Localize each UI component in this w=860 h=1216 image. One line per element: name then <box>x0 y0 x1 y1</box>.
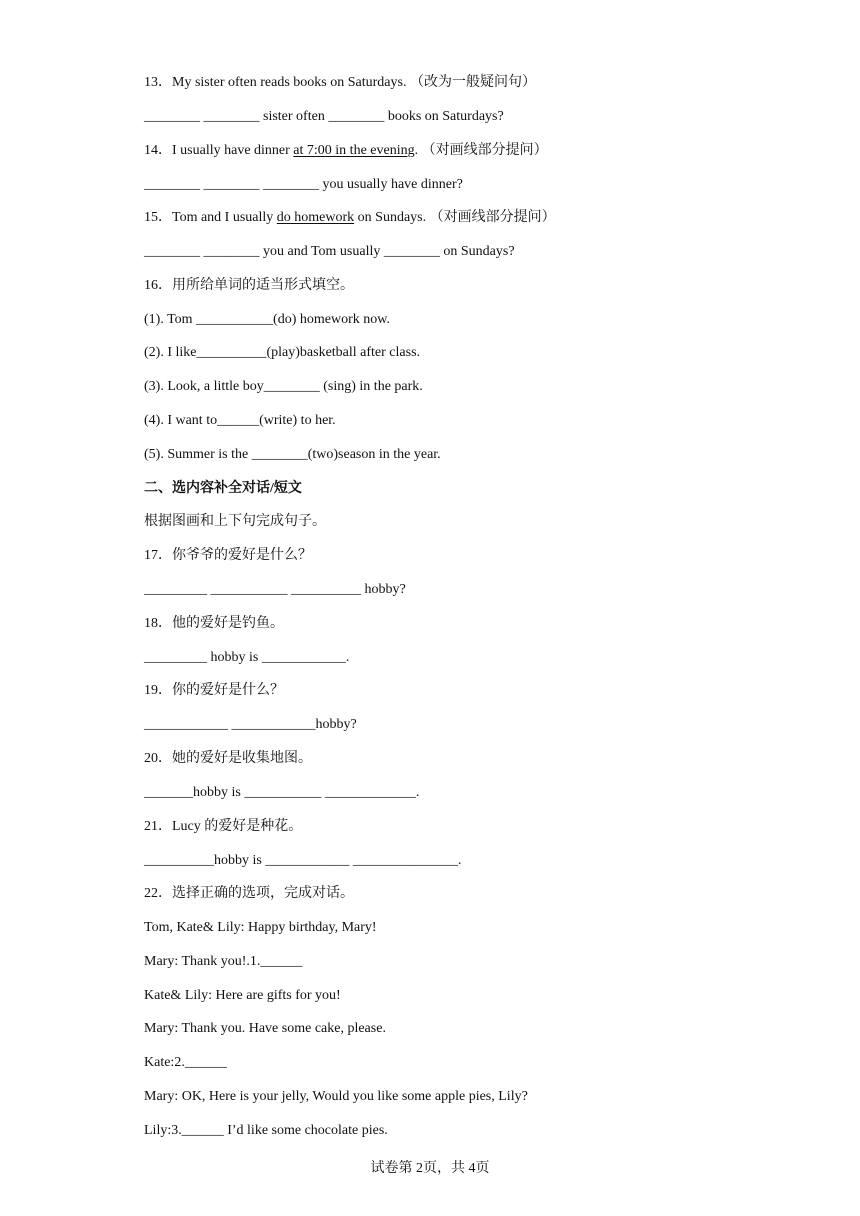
dialogue-line-3: Kate& Lily: Here are gifts for you! <box>144 988 341 1003</box>
answer-blank-19: ____________ ____________hobby? <box>144 717 357 732</box>
section-heading: 二、选内容补全对话/短文 <box>144 481 302 496</box>
question-13: 13．My sister often reads books on Saturdays. （改为一般疑问句） <box>144 75 536 90</box>
answer-blank-15: ________ ________ you and Tom usually ________ on Sundays? <box>144 244 515 259</box>
dialogue-line-6: Mary: OK, Here is your jelly, Would you like some apple pies, Lily? <box>144 1089 528 1104</box>
dialogue-line-4: Mary: Thank you. Have some cake, please. <box>144 1021 386 1036</box>
question-21: 21．Lucy 的爱好是种花。 <box>144 819 303 834</box>
question-18: 18．他的爱好是钓鱼。 <box>144 616 284 631</box>
question-16-item-2: (2). I like__________(play)basketball after class. <box>144 345 421 360</box>
question-20: 20．她的爱好是收集地图。 <box>144 751 312 766</box>
dialogue-line-2: Mary: Thank you!.1.______ <box>144 954 303 969</box>
dialogue-line-7: Lily:3.______ I’d like some chocolate pies. <box>144 1123 388 1138</box>
answer-blank-18: _________ hobby is ____________. <box>144 650 350 665</box>
question-15-text: 15．Tom and I usually <box>144 210 277 225</box>
question-19: 19．你的爱好是什么？ <box>144 683 284 698</box>
question-15-instruction: on Sundays. （对画线部分提问） <box>354 210 556 225</box>
question-16-item-3: (3). Look, a little boy________ (sing) in the park. <box>144 379 423 394</box>
question-16-item-5: (5). Summer is the ________(two)season in the year. <box>144 447 441 462</box>
underlined-phrase: do homework <box>276 210 355 225</box>
section-instruction: 根据图画和上下句完成句子。 <box>144 514 326 529</box>
page-footer: 试卷第 2页，共 4页 <box>370 1161 490 1176</box>
answer-blank-14: ________ ________ ________ you usually have dinner? <box>144 177 463 192</box>
answer-blank-13: ________ ________ sister often ________ books on Saturdays? <box>144 109 504 124</box>
underlined-phrase: at 7:00 in the evening <box>293 143 415 158</box>
answer-blank-17: _________ ___________ __________ hobby? <box>144 582 406 597</box>
dialogue-line-1: Tom, Kate& Lily: Happy birthday, Mary! <box>144 920 377 935</box>
question-14 <box>144 142 548 160</box>
answer-blank-21: __________hobby is ____________ _______________. <box>144 853 462 868</box>
question-14-text: 14．I usually have dinner <box>144 143 294 158</box>
question-14-instruction: . （对画线部分提问） <box>414 143 548 158</box>
question-17: 17．你爷爷的爱好是什么？ <box>144 548 312 563</box>
question-22: 22．选择正确的选项，完成对话。 <box>144 886 354 901</box>
question-16-item-1: (1). Tom ___________(do) homework now. <box>144 312 390 327</box>
question-16-item-4: (4). I want to______(write) to her. <box>144 413 336 428</box>
dialogue-line-5: Kate:2.______ <box>144 1055 227 1070</box>
question-16-heading: 16．用所给单词的适当形式填空。 <box>144 278 354 293</box>
question-15 <box>144 209 556 227</box>
answer-blank-20: _______hobby is ___________ _____________. <box>144 785 420 800</box>
